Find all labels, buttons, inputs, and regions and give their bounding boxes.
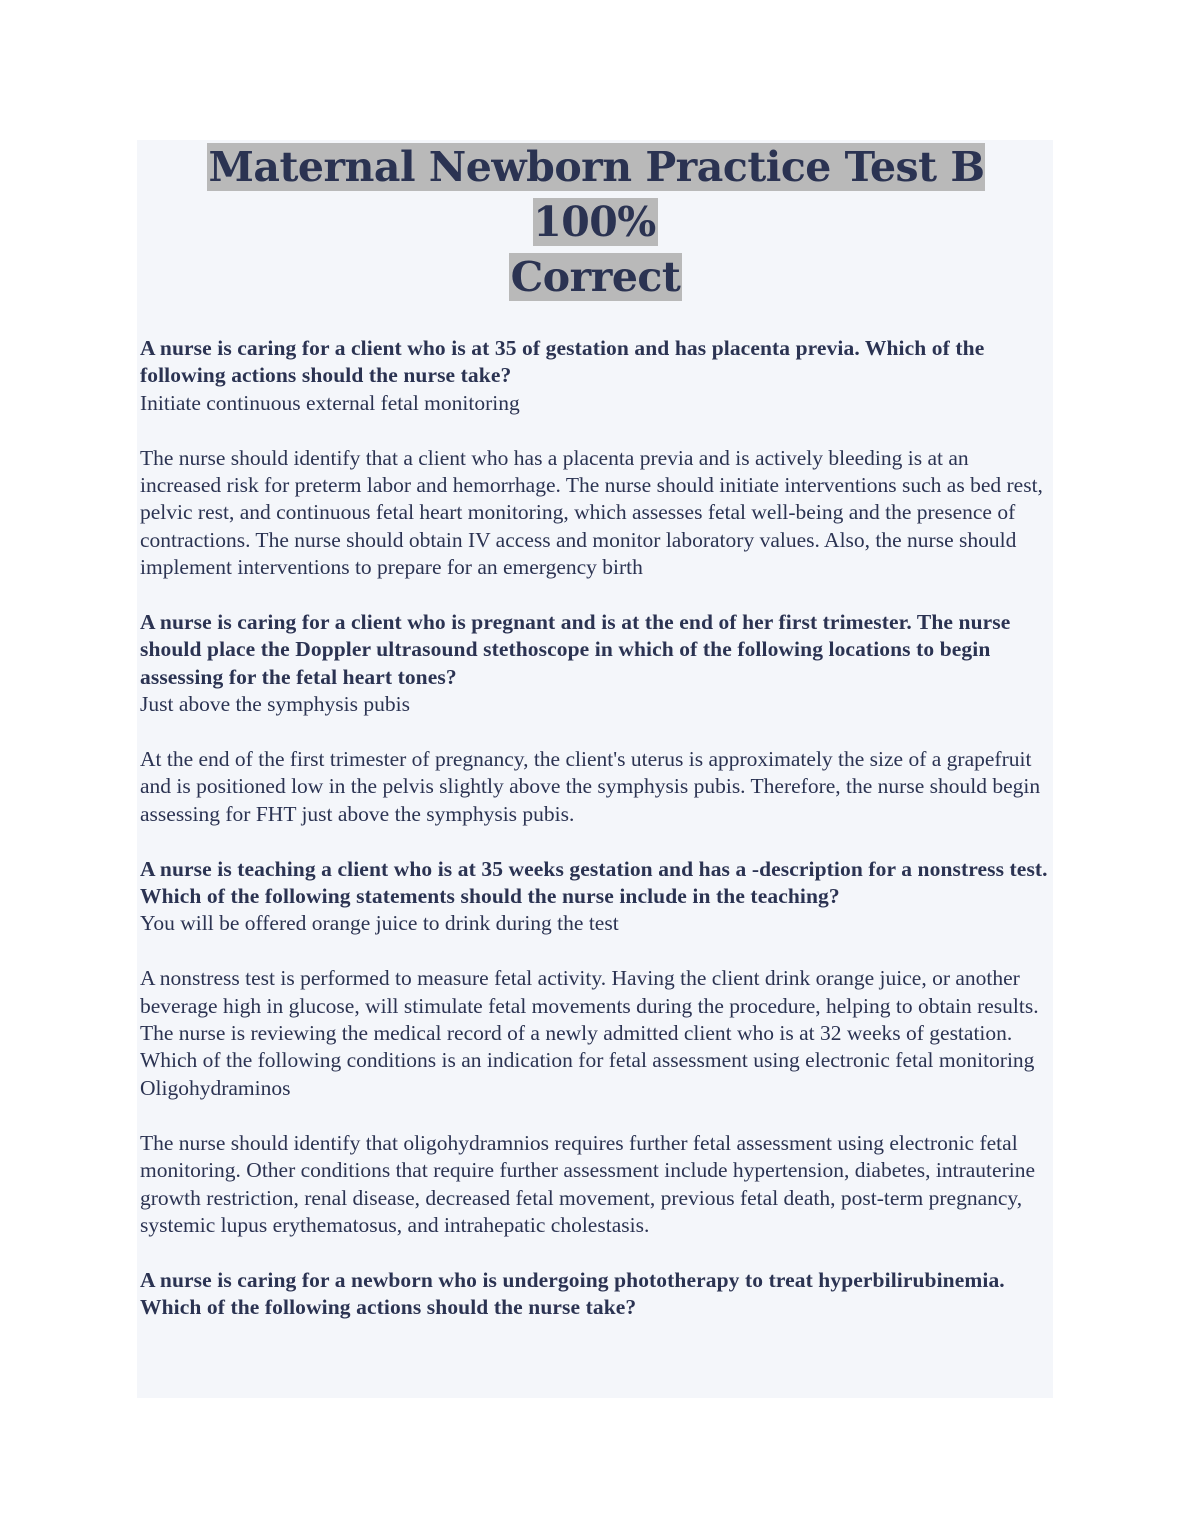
qa-item-1 [140, 335, 1051, 582]
question-text: A nurse is caring for a client who is at 35 of gestation and has placenta previa. Which of the following actions should the nurse take? [140, 336, 985, 388]
question-text: A nurse is teaching a client who is at 35 weeks gestation and has a -description for a nonstress test. Which of the following statements should the nurse include in the teaching? [140, 856, 1048, 909]
document-title [140, 140, 1051, 305]
rationale-text: The nurse should identify that oligohydramnios requires further fetal assessment using electronic fetal monitoring. Other conditions that require further assessment include hypertension, diabetes, intrauterine growth restriction, renal disease, decreased fetal movement, previous fetal death, post-term pregnancy, systemic lupus erythematosus, and intrahepatic cholestasis. [140, 1130, 1035, 1237]
rationale-text: At the end of the first trimester of pregnancy, the client's uterus is approximately the size of a grapefruit and is positioned low in the pelvis slightly above the symphysis pubis. Therefore, the nurse should begin assessing for FHT just above the symphysis pubis. [140, 747, 1041, 826]
rationale-text: The nurse should identify that a client who has a placenta previa and is actively bleeding is at an increased risk for preterm labor and hemorrhage. The nurse should initiate interventions such as bed rest, pelvic rest, and continuous fetal heart monitoring, which assesses fetal well-being and the presence of contractions. The nurse should obtain IV access and monitor laboratory values. Also, the nurse should implement interventions to prepare for an emergency birth [140, 445, 1043, 580]
answer-text: Initiate continuous external fetal monitoring [140, 390, 520, 415]
answer-text: Just above the symphysis pubis [140, 692, 410, 717]
qa-item-5 [140, 1267, 1051, 1322]
qa-item-2 [140, 609, 1051, 828]
document-page [137, 140, 1053, 1398]
rationale-text: A nonstress test is performed to measure fetal activity. Having the client drink orange juice, or another beverage high in glucose, will stimulate fetal movements during the procedure, helping to obtain results. [140, 966, 1039, 1018]
answer-text: Oligohydraminos [140, 1075, 291, 1100]
title-line-2: Correct [510, 253, 681, 301]
question-text: A nurse is caring for a newborn who is undergoing phototherapy to treat hyperbilirubinemia. Which of the following actions should the nurse take? [140, 1267, 1005, 1320]
question-text: The nurse is reviewing the medical record of a newly admitted client who is at 32 weeks of gestation. Which of the following conditions is an indication for fetal assessment using electronic fetal monitoring [140, 1021, 1035, 1073]
question-text: A nurse is caring for a client who is pregnant and is at the end of her first trimester. The nurse should place the Doppler ultrasound stethoscope in which of the following locations to begin assessing for the fetal heart tones? [140, 610, 1011, 689]
qa-item-4 [140, 1020, 1051, 1239]
qa-item-3 [140, 856, 1051, 1020]
answer-text: You will be offered orange juice to drink during the test [140, 911, 619, 936]
title-line-1: Maternal Newborn Practice Test B 100% [208, 143, 985, 246]
